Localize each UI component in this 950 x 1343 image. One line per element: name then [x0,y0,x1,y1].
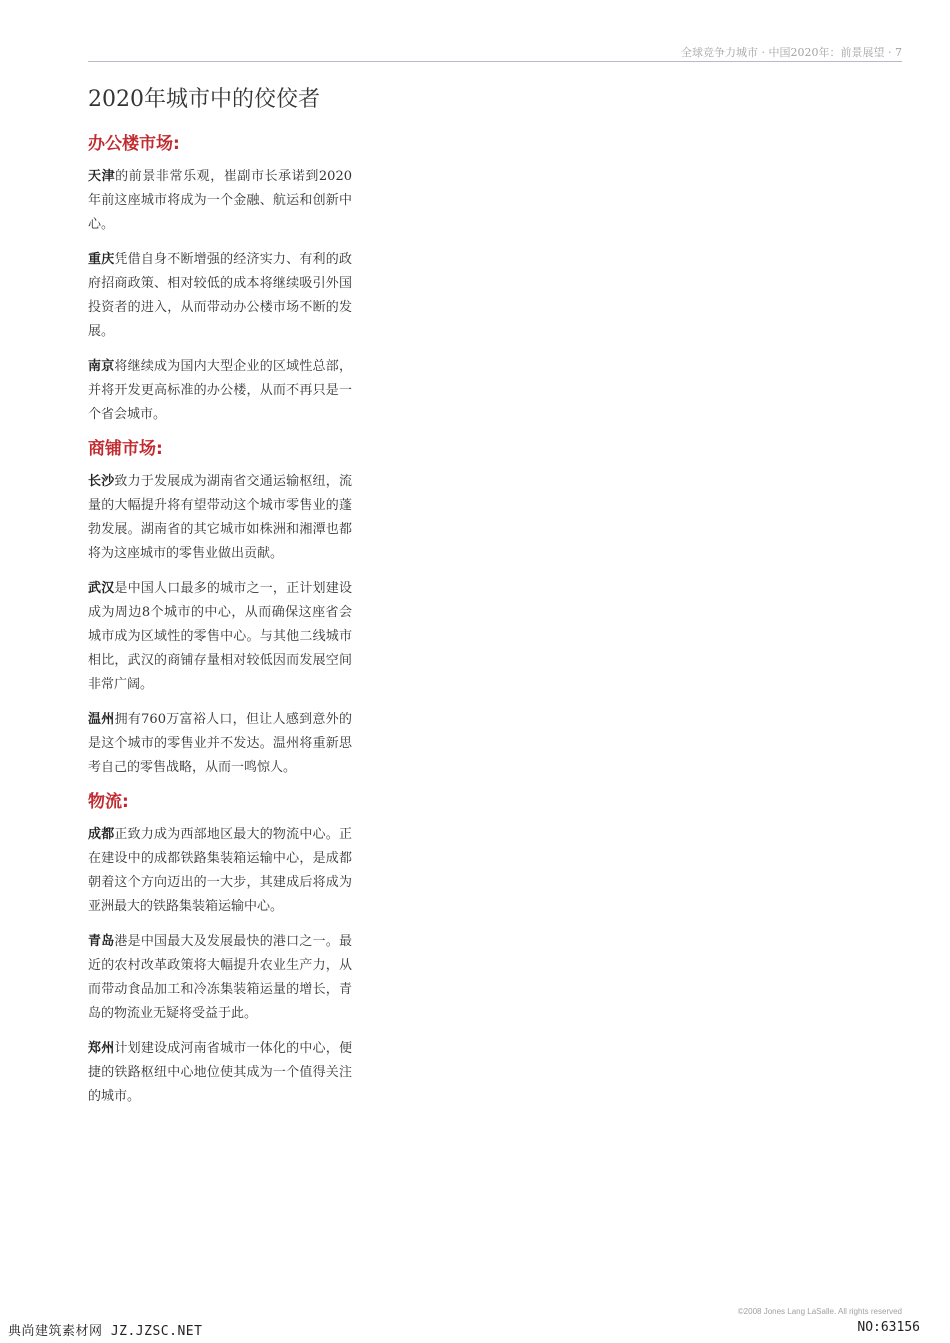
paragraph-qingdao [88,930,352,1026]
city-name: 青岛 [88,933,115,949]
paragraph-zhengzhou [88,1037,352,1109]
section-heading-office: 办公楼市场: [88,133,180,154]
paragraph-nanjing [88,355,352,427]
paragraph-text: 拥有760万富裕人口，但让人感到意外的是这个城市的零售业并不发达。温州将重新思考自己的零售战略，从而一鸣惊人。 [88,711,352,775]
paragraph-chengdu [88,823,352,919]
paragraph-tianjin [88,165,352,237]
city-name: 郑州 [88,1040,115,1056]
watermark-right: NO:63156 [857,1320,920,1335]
city-name: 南京 [88,358,115,374]
header-rule [88,61,902,62]
watermark-left: 典尚建筑素材网 JZ.JZSC.NET [8,1324,203,1339]
city-name: 武汉 [88,580,115,596]
main-content [88,86,352,1120]
city-name: 成都 [88,826,115,842]
paragraph-chongqing [88,248,352,344]
city-name: 温州 [88,711,115,727]
city-name: 天津 [88,168,116,184]
paragraph-text: 正致力成为西部地区最大的物流中心。正在建设中的成都铁路集装箱运输中心，是成都朝着这个方向迈出的一大步，其建成后将成为亚洲最大的铁路集装箱运输中心。 [88,826,352,914]
copyright-notice: ©2008 Jones Lang LaSalle. All rights reserved [737,1307,902,1316]
paragraph-changsha [88,470,352,566]
paragraph-text: 是中国人口最多的城市之一，正计划建设成为周边8个城市的中心，从而确保这座省会城市成为区域性的零售中心。与其他二线城市相比，武汉的商铺存量相对较低因而发展空间非常广阔。 [88,580,352,692]
running-header: 全球竞争力城市 · 中国2020年：前景展望 · 7 [681,46,902,59]
city-name: 重庆 [88,251,115,267]
page-title: 2020年城市中的佼佼者 [88,87,320,112]
paragraph-wuhan [88,577,352,697]
section-heading-retail: 商铺市场: [88,438,163,459]
city-name: 长沙 [88,473,115,489]
paragraph-text: 计划建设成河南省城市一体化的中心，便捷的铁路枢纽中心地位使其成为一个值得关注的城市。 [88,1040,352,1104]
section-heading-logistics: 物流: [88,791,129,812]
paragraph-text: 将继续成为国内大型企业的区域性总部，并将开发更高标准的办公楼，从而不再只是一个省会城市。 [88,358,352,422]
paragraph-text: 凭借自身不断增强的经济实力、有利的政府招商政策、相对较低的成本将继续吸引外国投资者的进入，从而带动办公楼市场不断的发展。 [88,251,352,339]
paragraph-wenzhou [88,708,352,780]
paragraph-text: 港是中国最大及发展最快的港口之一。最近的农村改革政策将大幅提升农业生产力，从而带动食品加工和冷冻集装箱运量的增长，青岛的物流业无疑将受益于此。 [88,933,352,1021]
paragraph-text: 致力于发展成为湖南省交通运输枢纽，流量的大幅提升将有望带动这个城市零售业的蓬勃发展。湖南省的其它城市如株洲和湘潭也都将为这座城市的零售业做出贡献。 [88,473,352,561]
paragraph-text: 的前景非常乐观，崔副市长承诺到2020年前这座城市将成为一个金融、航运和创新中心。 [88,168,352,232]
